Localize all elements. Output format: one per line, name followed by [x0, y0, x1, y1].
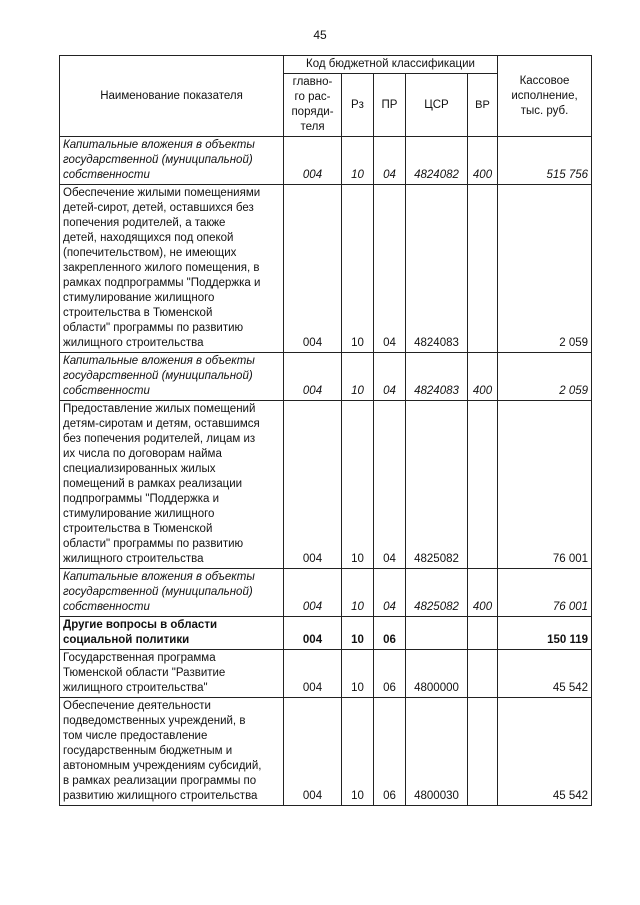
header-amount-line: исполнение, [511, 89, 578, 102]
row-name-line: рамках подпрограммы "Поддержка и [63, 277, 261, 289]
header-rz: Рз [342, 74, 374, 137]
cell-rz: 10 [342, 569, 374, 617]
row-name-line: государственной (муниципальной) [63, 586, 253, 598]
row-name-line: Капитальные вложения в объекты [63, 571, 255, 583]
row-name-line: в рамках реализации программы по [63, 775, 257, 787]
row-name-line: Капитальные вложения в объекты [63, 355, 255, 367]
row-name-line: стимулирование жилищного [63, 292, 215, 304]
header-amount-line: Кассовое [519, 74, 570, 87]
cell-pr: 06 [374, 617, 406, 650]
row-name-line: автономным учреждениям субсидий, [63, 760, 262, 772]
cell-csr: 4824082 [406, 137, 468, 185]
row-name-line: стимулирование жилищного [63, 508, 215, 520]
cell-pr: 04 [374, 185, 406, 353]
row-name-line: собственности [63, 385, 150, 397]
table-row [60, 185, 592, 353]
row-name-line: Предоставление жилых помещений [63, 403, 256, 415]
row-name-line: социальной политики [63, 634, 190, 646]
cell-gr: 004 [284, 185, 342, 353]
page-number: 45 [313, 28, 327, 42]
cell-amount: 515 756 [498, 137, 592, 185]
cell-gr: 004 [284, 569, 342, 617]
cell-amount: 45 542 [498, 650, 592, 698]
cell-amount: 76 001 [498, 569, 592, 617]
header-pr: ПР [374, 74, 406, 137]
header-gr-line: главно- [292, 76, 333, 88]
row-name-line: без попечения родителей, лицам из [63, 433, 256, 445]
cell-rz: 10 [342, 401, 374, 569]
row-name-line: Тюменской области "Развитие [63, 667, 226, 679]
table-row [60, 401, 592, 569]
cell-amount: 2 059 [498, 185, 592, 353]
row-name-line: собственности [63, 601, 150, 613]
cell-gr: 004 [284, 650, 342, 698]
row-name [60, 617, 284, 650]
table-row [60, 137, 592, 185]
header-gr-line: го рас- [294, 91, 331, 103]
cell-gr: 004 [284, 698, 342, 806]
cell-amount: 76 001 [498, 401, 592, 569]
row-name-line: Другие вопросы в области [63, 619, 218, 631]
table-row [60, 569, 592, 617]
cell-csr: 4825082 [406, 569, 468, 617]
cell-vr [468, 401, 498, 569]
row-name-line: подпрограммы "Поддержка и [63, 493, 220, 505]
row-name-line: жилищного строительства" [63, 682, 208, 694]
header-gr-line: теля [300, 121, 325, 133]
cell-amount: 45 542 [498, 698, 592, 806]
table-row [60, 617, 592, 650]
row-name [60, 569, 284, 617]
row-name [60, 698, 284, 806]
row-name-line: закрепленного жилого помещения, в [63, 262, 260, 274]
header-vr: ВР [468, 74, 498, 137]
cell-gr: 004 [284, 353, 342, 401]
row-name-line: Обеспечение деятельности [63, 700, 211, 712]
cell-csr: 4800000 [406, 650, 468, 698]
row-name-line: помещений в рамках реализации [63, 478, 243, 490]
cell-vr: 400 [468, 569, 498, 617]
cell-gr: 004 [284, 137, 342, 185]
row-name-line: детей, находящихся под опекой [63, 232, 234, 244]
row-name-line: государственным бюджетным и [63, 745, 233, 757]
row-name-line: жилищного строительства [63, 337, 204, 349]
cell-pr: 04 [374, 353, 406, 401]
table-row [60, 650, 592, 698]
row-name-line: государственной (муниципальной) [63, 370, 253, 382]
cell-rz: 10 [342, 137, 374, 185]
row-name-line: строительства в Тюменской [63, 307, 213, 319]
row-name-line: Государственная программа [63, 652, 216, 664]
cell-rz: 10 [342, 617, 374, 650]
row-name-line: детям-сиротам и детям, оставшимся [63, 418, 260, 430]
cell-rz: 10 [342, 698, 374, 806]
row-name-line: строительства в Тюменской [63, 523, 213, 535]
row-name-line: собственности [63, 169, 150, 181]
row-name [60, 353, 284, 401]
cell-csr: 4824083 [406, 185, 468, 353]
cell-vr [468, 698, 498, 806]
row-name-line: Капитальные вложения в объекты [63, 139, 255, 151]
cell-pr: 04 [374, 137, 406, 185]
cell-pr: 06 [374, 650, 406, 698]
cell-csr: 4800030 [406, 698, 468, 806]
cell-pr: 04 [374, 401, 406, 569]
row-name [60, 401, 284, 569]
cell-amount: 150 119 [498, 617, 592, 650]
cell-csr [406, 617, 468, 650]
cell-vr [468, 617, 498, 650]
row-name-line: подведомственных учреждений, в [63, 715, 246, 727]
header-gr [284, 74, 342, 137]
row-name-line: жилищного строительства [63, 553, 204, 565]
cell-gr: 004 [284, 617, 342, 650]
row-name-line: их числа по договорам найма [63, 448, 222, 460]
cell-pr: 04 [374, 569, 406, 617]
cell-vr [468, 185, 498, 353]
cell-csr: 4825082 [406, 401, 468, 569]
row-name-line: области" программы по развитию [63, 538, 244, 550]
cell-gr: 004 [284, 401, 342, 569]
table-row [60, 353, 592, 401]
row-name [60, 185, 284, 353]
header-code-group: Код бюджетной классификации [284, 56, 498, 74]
row-name-line: развитию жилищного строительства [63, 790, 258, 802]
cell-vr: 400 [468, 137, 498, 185]
row-name-line: (попечительством), не имеющих [63, 247, 237, 259]
row-name-line: государственной (муниципальной) [63, 154, 253, 166]
row-name-line: попечения родителей, а также [63, 217, 226, 229]
header-amount [498, 56, 592, 137]
header-name: Наименование показателя [60, 56, 284, 137]
cell-vr: 400 [468, 353, 498, 401]
cell-rz: 10 [342, 185, 374, 353]
cell-amount: 2 059 [498, 353, 592, 401]
table-body [60, 137, 592, 806]
cell-rz: 10 [342, 353, 374, 401]
row-name-line: специализированных жилых [63, 463, 216, 475]
cell-pr: 06 [374, 698, 406, 806]
row-name [60, 650, 284, 698]
row-name-line: детей-сирот, детей, оставшихся без [63, 202, 254, 214]
row-name-line: том числе предоставление [63, 730, 208, 742]
cell-csr: 4824083 [406, 353, 468, 401]
table-row [60, 698, 592, 806]
row-name [60, 137, 284, 185]
cell-vr [468, 650, 498, 698]
header-amount-line: тыс. руб. [520, 104, 569, 117]
row-name-line: области" программы по развитию [63, 322, 244, 334]
row-name-line: Обеспечение жилыми помещениями [63, 187, 261, 199]
budget-table [59, 55, 592, 806]
cell-rz: 10 [342, 650, 374, 698]
header-gr-line: поряди- [291, 106, 334, 118]
header-csr: ЦСР [406, 74, 468, 137]
